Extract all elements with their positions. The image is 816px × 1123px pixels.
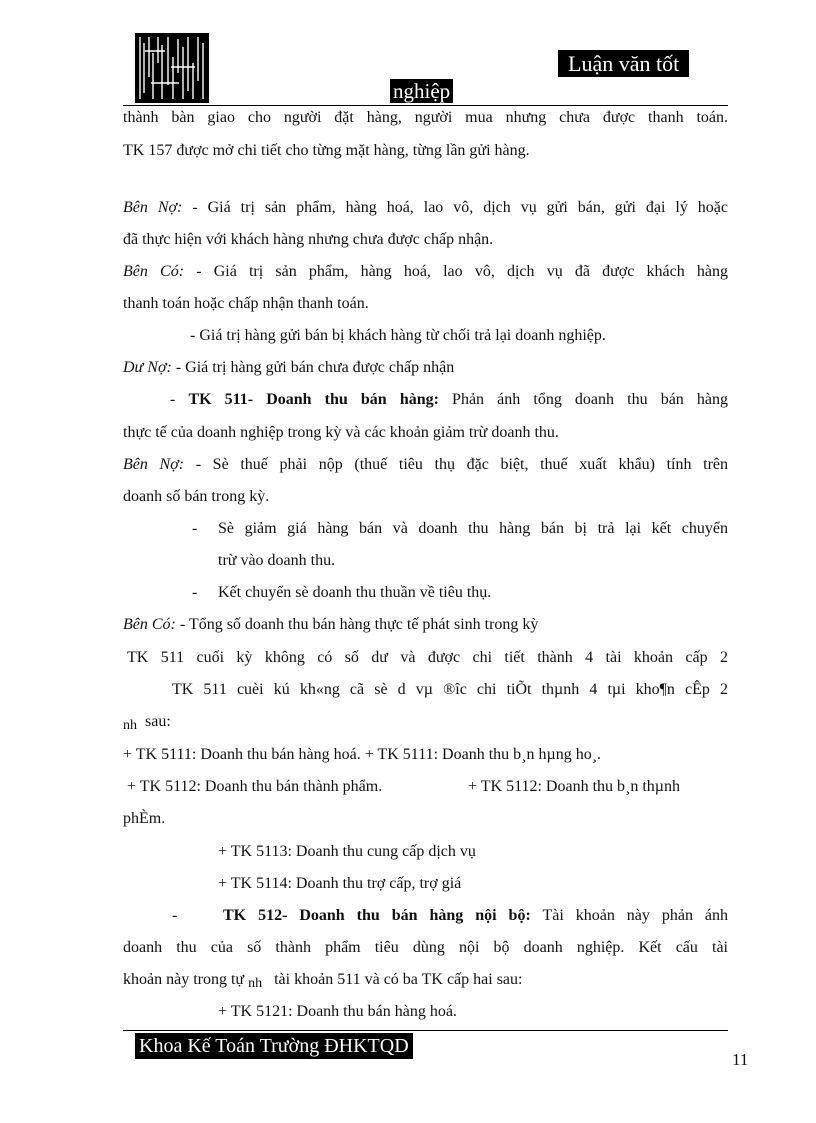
body-line-28: + TK 5121: Doanh thu bán hàng hoá. (218, 1003, 457, 1020)
body-line-18: TK 511 cuèi kú kh«ng cã sè d vµ ®îc chi tiÕt thµnh 4 tµi kho¶n cÊp 2 (172, 681, 728, 698)
body-line-16: Bên Có: - Tổng số doanh thu bán hàng thực tế phát sinh trong kỳ (123, 616, 539, 633)
label-du-no: Dư Nợ: (123, 359, 172, 376)
body-line-13: Sè giảm giá hàng bán và doanh thu hàng bán bị trả lại kết chuyển (218, 520, 728, 537)
header-title: Luận văn tốt (558, 50, 689, 77)
page-number: 11 (732, 1050, 749, 1069)
body-line-21b: + TK 5112: Doanh thu b¸n thµnh (468, 778, 681, 795)
body-line-4: đã thực hiện với khách hàng nhưng chưa được chấp nhận. (123, 231, 494, 248)
body-line-23: + TK 5113: Doanh thu cung cấp dịch vụ (218, 843, 476, 860)
body-line-5: Bên Có: - Giá trị sản phẩm, hàng hoá, lao vô, dịch vụ đã được khách hàng (123, 263, 728, 280)
body-line-6: thanh toán hoặc chấp nhận thanh toán. (123, 295, 369, 312)
label-ben-no-2: Bên Nợ: (123, 456, 185, 473)
body-line-17: TK 511 cuối kỳ không có số dư và được chi tiết thành 4 tài khoản cấp 2 (127, 649, 728, 666)
body-line-14: trừ vào doanh thu. (218, 552, 336, 569)
list-dash-3: - (172, 907, 178, 924)
header-subtitle: nghiệp (390, 79, 453, 103)
body-line-12: doanh số bán trong kỳ. (123, 488, 270, 505)
body-line-15: Kết chuyển sè doanh thu thuần về tiêu thụ. (218, 584, 492, 601)
body-line-9: - TK 511- Doanh thu bán hàng: Phản ánh tổng doanh thu bán hàng (170, 391, 729, 408)
body-line-3: Bên Nợ: - Giá trị sản phẩm, hàng hoá, lao vô, dịch vụ gửi bán, gửi đại lý hoặc (123, 199, 728, 216)
label-ben-co: Bên Có: (123, 263, 185, 280)
body-line-27: khoản này trong tự nh tài khoản 511 và có ba TK cấp hai sau: (123, 971, 523, 991)
footer-divider (123, 1030, 728, 1031)
tk511-heading: TK 511- Doanh thu bán hàng: (188, 391, 439, 408)
body-line-20: + TK 5111: Doanh thu bán hàng hoá. + TK 5111: Doanh thu b¸n hµng ho¸. (123, 746, 602, 763)
label-ben-no: Bên Nợ: (123, 199, 183, 216)
body-line-11: Bên Nợ: - Sè thuế phải nộp (thuế tiêu thụ đặc biệt, thuế xuất khẩu) tính trên (123, 456, 728, 473)
body-line-2: TK 157 được mở chi tiết cho từng mặt hàng, từng lần gửi hàng. (123, 142, 530, 159)
body-line-1: thành bàn giao cho người đặt hàng, người mua nhưng chưa được thanh toán. (123, 109, 728, 126)
body-line-24: + TK 5114: Doanh thu trợ cấp, trợ giá (218, 875, 462, 892)
body-line-10: thực tế của doanh nghiệp trong kỳ và các khoản giảm trừ doanh thu. (123, 424, 559, 441)
body-line-21a: + TK 5112: Doanh thu bán thành phẩm. (127, 778, 383, 795)
body-line-25: TK 512- Doanh thu bán hàng nội bộ: Tài khoản này phản ánh (223, 907, 728, 924)
body-line-19: nh sau: (123, 713, 171, 733)
list-dash-2: - (192, 584, 198, 601)
list-dash-1: - (192, 520, 198, 537)
barcode-logo-icon (135, 33, 209, 103)
label-ben-co-2: Bên Có: (123, 616, 176, 633)
body-line-7: - Giá trị hàng gửi bán bị khách hàng từ chối trả lại doanh nghiệp. (190, 327, 606, 344)
footer-text: Khoa Kế Toán Trường ĐHKTQD (135, 1033, 413, 1059)
body-line-26: doanh thu của số thành phẩm tiêu dùng nội bộ doanh nghiệp. Kết cấu tài (123, 939, 728, 956)
header-divider (123, 105, 728, 106)
tk512-heading: TK 512- Doanh thu bán hàng nội bộ: (223, 907, 531, 924)
body-line-8: Dư Nợ: - Giá trị hàng gửi bán chưa được chấp nhận (123, 359, 455, 376)
body-line-22: phÈm. (123, 810, 166, 827)
